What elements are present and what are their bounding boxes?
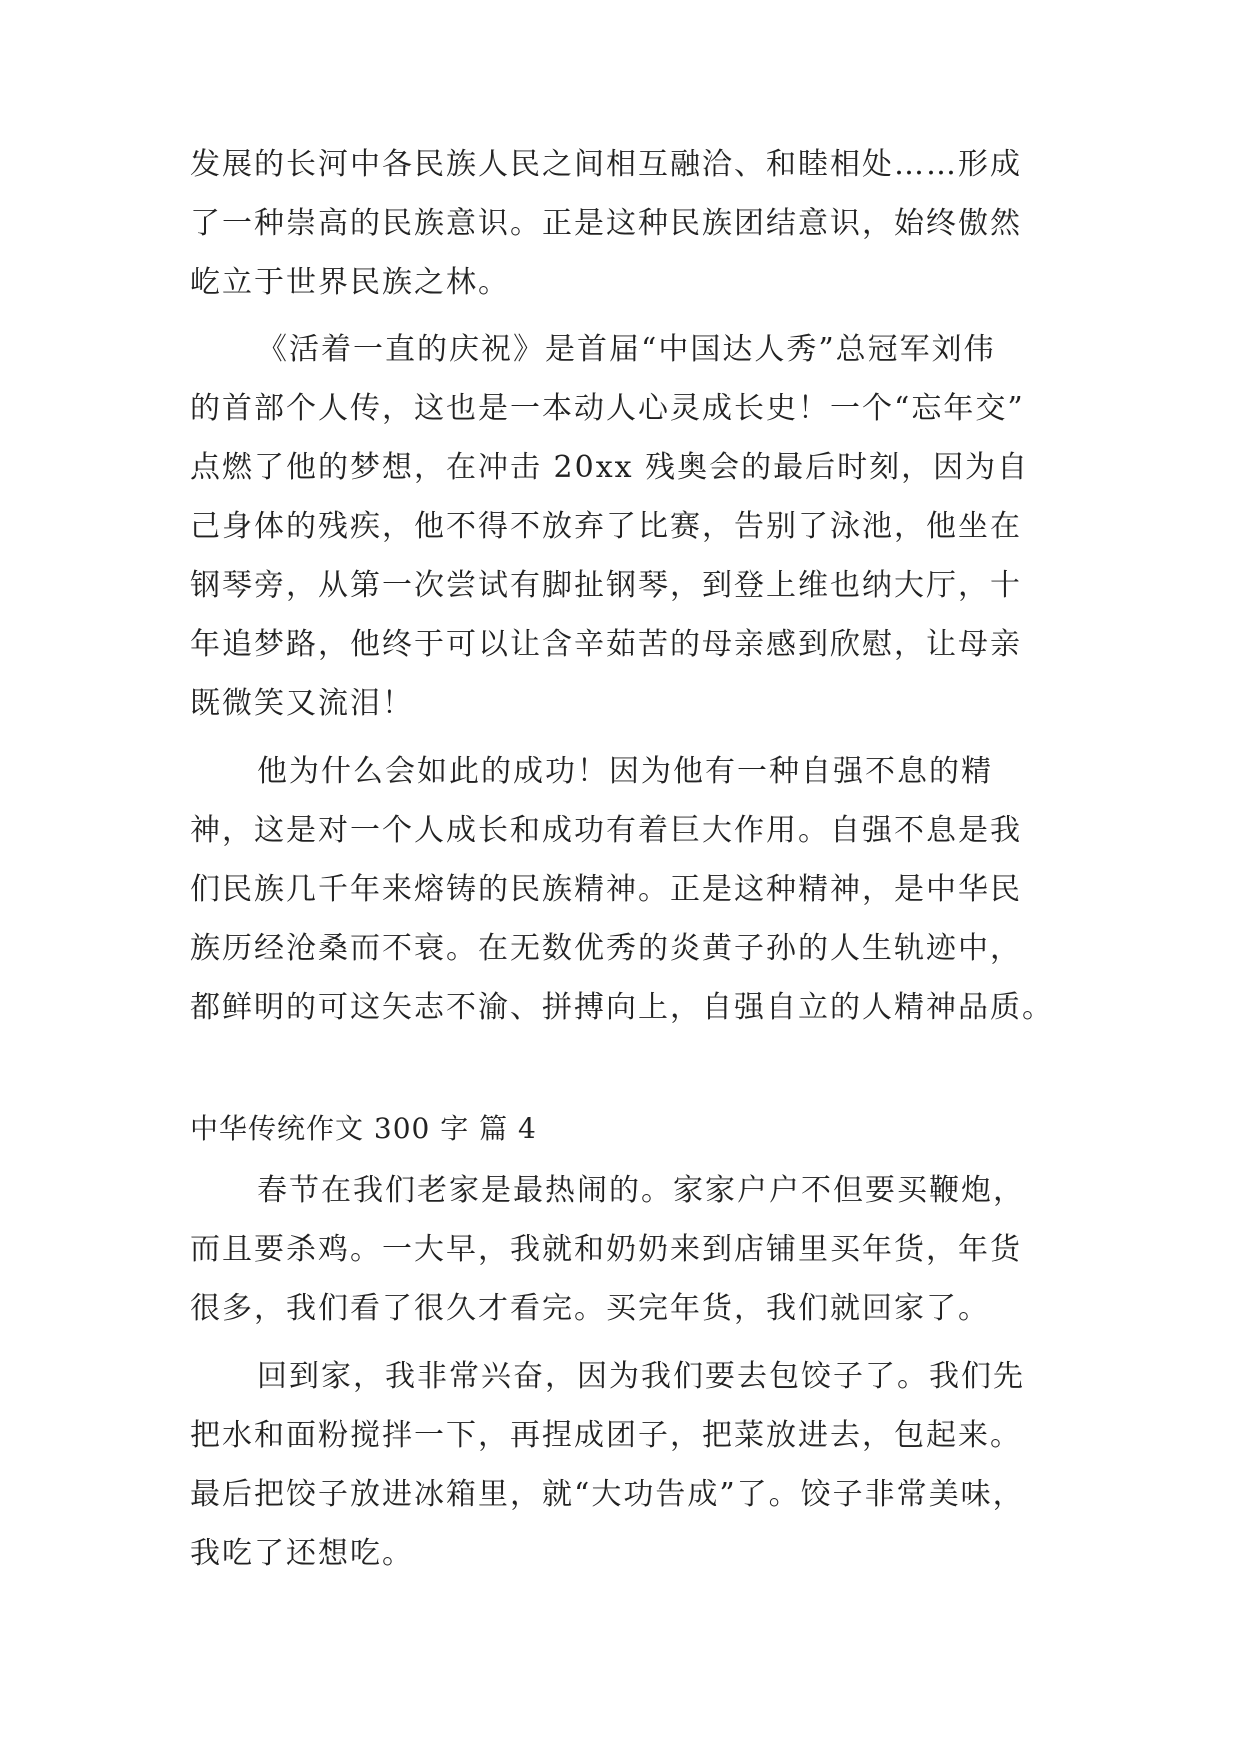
text-line: 发展的长河中各民族人民之间相互融洽、和睦相处……形成 bbox=[190, 147, 1022, 182]
text-line: 最后把饺子放进冰箱里，就“大功告成”了。饺子非常美味， bbox=[190, 1477, 1025, 1512]
text-line: 都鲜明的可这矢志不渝、拼搏向上，自强自立的人精神品质。 bbox=[190, 990, 1054, 1025]
text-line: 神，这是对一个人成长和成功有着巨大作用。自强不息是我 bbox=[190, 813, 1022, 848]
text-line: 己身体的残疾，他不得不放弃了比赛，告别了泳池，他坐在 bbox=[190, 509, 1022, 544]
section-heading: 中华传统作文 300 字 篇 4 bbox=[190, 1112, 537, 1145]
text-line: 回到家，我非常兴奋，因为我们要去包饺子了。我们先 bbox=[257, 1359, 1025, 1394]
text-line: 《活着一直的庆祝》是首届“中国达人秀”总冠军刘伟 bbox=[257, 332, 996, 367]
text-line: 既微笑又流泪！ bbox=[190, 686, 414, 721]
text-line: 很多，我们看了很久才看完。买完年货，我们就回家了。 bbox=[190, 1291, 990, 1326]
text-line: 我吃了还想吃。 bbox=[190, 1536, 414, 1571]
text-line: 屹立于世界民族之林。 bbox=[190, 265, 510, 300]
text-line: 了一种崇高的民族意识。正是这种民族团结意识，始终傲然 bbox=[190, 206, 1022, 241]
text-line: 点燃了他的梦想，在冲击 20xx 残奥会的最后时刻，因为自 bbox=[190, 450, 1030, 485]
text-line: 钢琴旁，从第一次尝试有脚扯钢琴，到登上维也纳大厅，十 bbox=[190, 568, 1022, 603]
text-line: 们民族几千年来熔铸的民族精神。正是这种精神，是中华民 bbox=[190, 872, 1022, 907]
text-line: 春节在我们老家是最热闹的。家家户户不但要买鞭炮， bbox=[257, 1173, 1025, 1208]
text-line: 的首部个人传，这也是一本动人心灵成长史！一个“忘年交” bbox=[190, 391, 1025, 426]
text-line: 他为什么会如此的成功！因为他有一种自强不息的精 bbox=[257, 754, 993, 789]
text-line: 年追梦路，他终于可以让含辛茹苦的母亲感到欣慰，让母亲 bbox=[190, 627, 1022, 662]
text-line: 把水和面粉搅拌一下，再捏成团子，把菜放进去，包起来。 bbox=[190, 1418, 1022, 1453]
text-line: 族历经沧桑而不衰。在无数优秀的炎黄子孙的人生轨迹中， bbox=[190, 931, 1022, 966]
text-line: 而且要杀鸡。一大早，我就和奶奶来到店铺里买年货，年货 bbox=[190, 1232, 1022, 1267]
